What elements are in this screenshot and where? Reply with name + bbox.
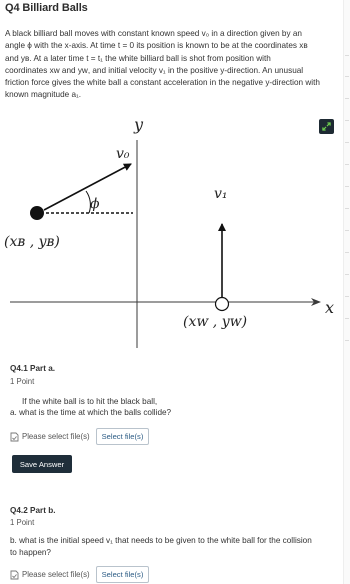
part-b-select-files-button[interactable]: Select file(s)	[96, 566, 150, 583]
prompt-line: and yʙ. At a later time t = t₁ the white billiard ball is shot from position with	[5, 53, 271, 63]
part-b-title: Q4.2 Part b.	[10, 506, 56, 515]
y-axis-label: y	[134, 115, 144, 134]
part-a-select-files-button[interactable]: Select file(s)	[96, 428, 150, 445]
question-prompt	[5, 28, 343, 102]
black-ball-position-label: (xʙ , yʙ)	[4, 234, 60, 250]
black-ball	[30, 206, 44, 220]
part-a-intro: If the white ball is to hit the black ball,	[22, 397, 158, 406]
part-b-file-status	[10, 570, 90, 580]
save-answer-button[interactable]: Save Answer	[12, 455, 72, 473]
part-a-file-upload	[10, 428, 149, 445]
part-a-question: a. what is the time at which the balls collide?	[10, 408, 172, 417]
part-b-file-status-text: Please select file(s)	[22, 570, 90, 579]
prompt-line: angle ϕ with the x-axis. At time t = 0 its position is known to be at the coordinates xʙ	[5, 41, 308, 51]
prompt-line: friction force gives the white ball a constant acceleration in the negative y-direction with	[5, 78, 320, 88]
right-edge-panel	[343, 0, 350, 584]
x-axis-label: x	[325, 298, 335, 317]
part-a-title: Q4.1 Part a.	[10, 364, 56, 373]
file-icon	[10, 432, 19, 442]
part-b-file-upload	[10, 566, 149, 583]
billiard-diagram	[0, 112, 344, 357]
question-title: Q4 Billiard Balls	[5, 2, 88, 14]
prompt-line: known magnitude a₁.	[5, 90, 82, 100]
part-a-file-status-text: Please select file(s)	[22, 432, 90, 441]
expand-arrows-icon	[322, 122, 331, 131]
v0-label: v₀	[116, 146, 130, 162]
phi-label: ϕ	[90, 196, 100, 212]
expand-figure-button[interactable]	[319, 119, 334, 134]
prompt-line: coordinates xᴡ and yᴡ, and initial velocity v₁ in the positive y-direction. An unusual	[5, 65, 304, 75]
part-b-question-line1: b. what is the initial speed v₁ that needs to be given to the white ball for the collision	[10, 536, 312, 545]
part-b-points: 1 Point	[10, 518, 35, 527]
part-a-file-status	[10, 432, 90, 442]
part-b-question-line2: to happen?	[10, 548, 51, 557]
white-ball-position-label: (xᴡ , yᴡ)	[183, 314, 248, 330]
v1-label: v₁	[214, 186, 228, 202]
file-icon	[10, 570, 19, 580]
prompt-line: A black billiard ball moves with constant known speed v₀ in a direction given by an	[5, 29, 302, 38]
white-ball	[216, 298, 229, 311]
part-a-points: 1 Point	[10, 377, 35, 386]
v0-arrow	[44, 164, 131, 210]
